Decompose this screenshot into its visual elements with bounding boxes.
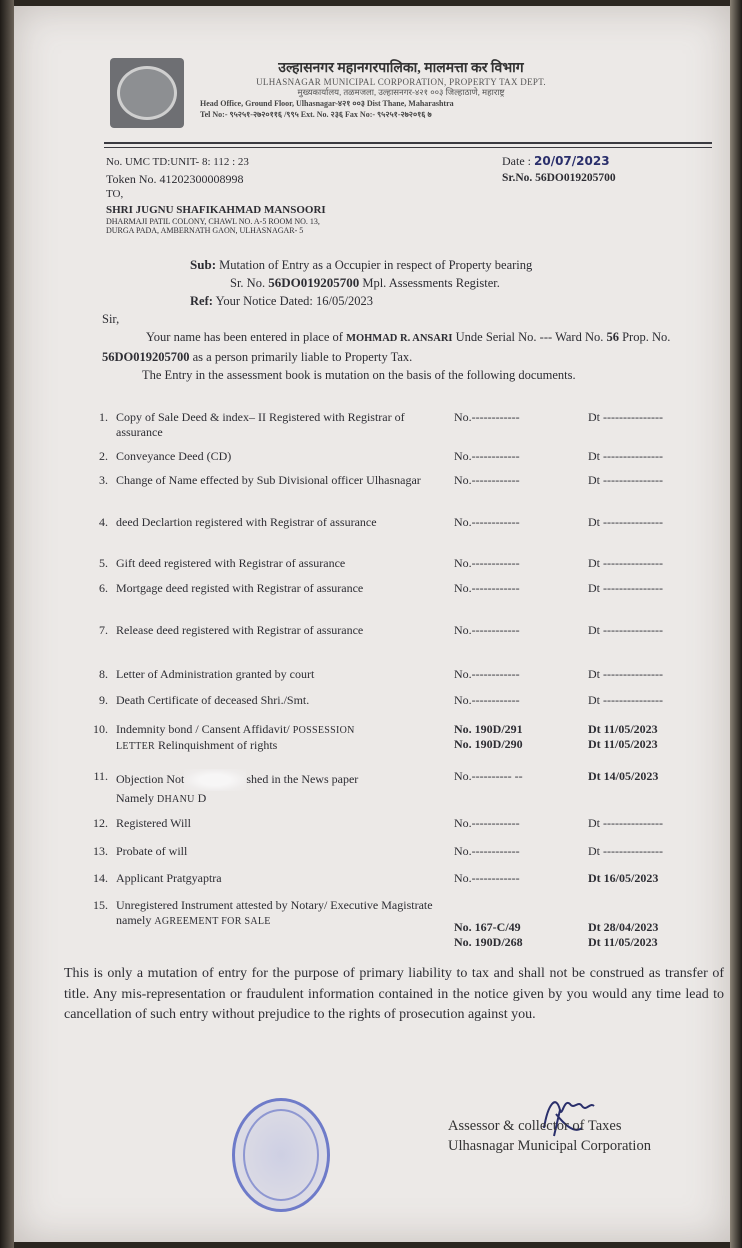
signatory-title: Assessor & collector of Taxes <box>448 1118 622 1134</box>
property-number: 56DO019205700 <box>102 350 190 364</box>
row-no: No.------------ <box>454 871 520 885</box>
row-description-b: Relinquishment of rights <box>158 738 278 752</box>
row-no: No.------------ <box>454 667 520 681</box>
row-number: 9. <box>99 693 108 707</box>
previous-owner: MOHMAD R. ANSARI <box>346 333 453 344</box>
row-date: Dt 16/05/2023 <box>588 871 659 885</box>
logo-emblem-icon <box>117 66 177 120</box>
para1-text-b: Unde Serial No. --- <box>455 330 553 344</box>
row-number: 2. <box>99 449 108 463</box>
row-no-2: No. 190D/268 <box>454 935 523 949</box>
row-number: 10. <box>93 722 108 736</box>
row-number: 11. <box>93 769 108 783</box>
row-date-1: Dt 28/04/2023 <box>588 920 659 934</box>
row-date: Dt --------------- <box>588 449 663 463</box>
row-no: No.------------ <box>454 473 520 487</box>
row-number: 4. <box>99 515 108 529</box>
row-date: Dt --------------- <box>588 667 663 681</box>
row-description: Death Certificate of deceased Shri./Smt. <box>116 693 310 707</box>
subject-srno-prefix: Sr. No. <box>230 276 266 290</box>
row-no: No.------------ <box>454 693 520 707</box>
row-no: No.------------ <box>454 844 520 858</box>
disclaimer-paragraph: This is only a mutation of entry for the purpose of primary liability to tax and shall not be construed as transfer of title. Any mis-representation or fraudulent information contained in the notice given by you would any time lead to cancellation of such entry without prejudice to the rights of prosecution against you. <box>64 966 724 1022</box>
row-description-a: Indemnity bond / Cansent Affidavit/ <box>116 722 290 736</box>
paragraph-documents-intro: The Entry in the assessment book is mutation on the basis of the following documents. <box>142 368 576 382</box>
address-line-2: DURGA PADA, AMBERNATH GAON, ULHASNAGAR- 5 <box>106 226 304 235</box>
row-date: Dt --------------- <box>588 515 663 529</box>
row-date-2: Dt 11/05/2023 <box>588 737 658 751</box>
subject-srno: 56DO019205700 <box>268 275 360 290</box>
row-date: Dt --------------- <box>588 816 663 830</box>
row-description: Applicant Pratgyaptra <box>116 871 222 885</box>
para1-text-a: Your name has been entered in place of <box>146 330 343 344</box>
row-no: No.------------ <box>454 816 520 830</box>
official-seal-stamp <box>232 1098 330 1212</box>
row-description: Gift deed registered with Registrar of assurance <box>116 556 346 570</box>
row-description: deed Declartion registered with Registrar of assurance <box>116 515 377 529</box>
row-description-b: shed in the News paper <box>246 771 359 786</box>
paragraph-entry <box>102 328 682 366</box>
row-no-2: No. 190D/290 <box>454 737 523 751</box>
row-number: 6. <box>99 581 108 595</box>
address-line-1: DHARMAJI PATIL COLONY, CHAWL NO. A-5 ROOM NO. 13, <box>106 217 320 226</box>
row-date: Dt 14/05/2023 <box>588 769 659 783</box>
ward-number: 56 <box>606 330 619 344</box>
row-description-smallcaps-2: LETTER <box>116 741 156 752</box>
row-description-instrument: AGREEMENT FOR SALE <box>154 916 271 927</box>
row-date: Dt --------------- <box>588 693 663 707</box>
letterhead-title-hindi: उल्हासनगर महानगरपालिका, मालमत्ता कर विभाग <box>278 61 524 76</box>
recipient-name: SHRI JUGNU SHAFIKAHMAD MANSOORI <box>106 204 326 216</box>
ref-text: Your Notice Dated: 16/05/2023 <box>215 294 373 308</box>
row-number: 14. <box>93 871 108 885</box>
row-no-1: No. 190D/291 <box>454 722 523 736</box>
letter-paper <box>14 6 730 1242</box>
row-description: Release deed registered with Registrar of assurance <box>116 623 364 637</box>
row-no <box>454 920 574 950</box>
row-number: 15. <box>93 898 108 912</box>
subject <box>190 256 660 292</box>
row-number: 7. <box>99 623 108 637</box>
blurred-region <box>184 769 246 791</box>
letterhead-title-english: ULHASNAGAR MUNICIPAL CORPORATION, PROPERTY TAX DEPT. <box>256 77 546 87</box>
row-description-d: D <box>197 791 207 805</box>
serial-number: Sr.No. 56DO019205700 <box>502 172 616 184</box>
row-date: Dt --------------- <box>588 410 663 424</box>
row-no: No.------------ <box>454 556 520 570</box>
row-date: Dt --------------- <box>588 556 663 570</box>
row-date <box>588 722 718 752</box>
row-date: Dt --------------- <box>588 581 663 595</box>
ref-label: Ref: <box>190 294 213 308</box>
row-no: No.------------ <box>454 449 520 463</box>
letterhead <box>196 58 606 120</box>
signatory-organization: Ulhasnagar Municipal Corporation <box>448 1138 651 1154</box>
row-no: No.------------ <box>454 623 520 637</box>
row-no: No.------------ <box>454 515 520 529</box>
row-description-smallcaps-1: POSSESSION <box>292 725 355 736</box>
signatory-block <box>448 1116 651 1156</box>
letterhead-address-english: Head Office, Ground Floor, Ulhasnagar-४२१ ००३ Dist Thane, Maharashtra <box>200 99 454 108</box>
row-no-1: No. 167-C/49 <box>454 920 521 934</box>
row-description-a: Unregistered Instrument attested by Notary/ Executive Magistrate namely <box>116 898 433 927</box>
row-date <box>588 920 718 950</box>
row-date: Dt --------------- <box>588 623 663 637</box>
subject-srno-suffix: Mpl. Assessments Register. <box>362 276 500 290</box>
para1-text-e: as a person primarily liable to Property Tax. <box>192 350 413 364</box>
row-description <box>116 722 434 754</box>
row-description <box>116 769 434 807</box>
row-number: 5. <box>99 556 108 570</box>
row-number: 8. <box>99 667 108 681</box>
corporation-logo <box>110 58 184 128</box>
row-number: 3. <box>99 473 108 487</box>
photo-edge-right <box>730 0 742 1248</box>
token-number: Token No. 41202300008998 <box>106 172 244 186</box>
row-description <box>116 898 434 929</box>
row-description-c: Namely <box>116 791 154 805</box>
stamp-ring <box>243 1109 319 1201</box>
recipient-address <box>106 217 486 235</box>
row-date-1: Dt 11/05/2023 <box>588 722 658 736</box>
reference-number: No. UMC TD:UNIT- 8: 112 : 23 <box>106 156 249 168</box>
para1-text-d: Prop. No. <box>622 330 671 344</box>
row-date: Dt --------------- <box>588 473 663 487</box>
row-description: Registered Will <box>116 816 191 830</box>
row-date-2: Dt 11/05/2023 <box>588 935 658 949</box>
photo-edge-left <box>0 0 14 1248</box>
reference <box>190 294 373 309</box>
letter-date <box>502 154 610 169</box>
letterhead-phone: Tel No:- ९५२५१-२७२०११६ /९९५ Ext. No. २३६ Fax No:- ९५२५१-२७२०१६ ७ <box>200 110 432 119</box>
header-rule-thin <box>104 147 712 148</box>
row-no: No.------------ <box>454 410 520 424</box>
header-rule <box>104 142 712 144</box>
subject-text: Mutation of Entry as a Occupier in respect of Property bearing <box>219 258 533 272</box>
row-description: Probate of will <box>116 844 188 858</box>
row-number: 12. <box>93 816 108 830</box>
row-no: No.------------ <box>454 581 520 595</box>
row-no: No.---------- -- <box>454 769 523 783</box>
row-description: Copy of Sale Deed & index– II Registered with Registrar of assurance <box>116 410 405 439</box>
salutation: Sir, <box>102 312 120 326</box>
date-label: Date : <box>502 154 531 168</box>
row-description: Letter of Administration granted by court <box>116 667 315 681</box>
row-date: Dt --------------- <box>588 844 663 858</box>
row-description-newspaper: DHANU <box>157 794 195 805</box>
row-description: Mortgage deed registed with Registrar of assurance <box>116 581 364 595</box>
date-value: 20/07/2023 <box>534 154 610 168</box>
row-no <box>454 722 574 752</box>
letterhead-address-hindi: मुख्यकार्यालय, तळमजला, उल्हासनगर-४२१ ००३ जिल्हाठाणे, महाराष्ट्र <box>297 87 505 97</box>
subject-label: Sub: <box>190 257 217 272</box>
row-description: Change of Name effected by Sub Divisional officer Ulhasnagar <box>116 473 421 487</box>
row-number: 1. <box>99 410 108 424</box>
para1-text-c: Ward No. <box>555 330 604 344</box>
to-label: TO, <box>106 188 124 200</box>
row-description: Conveyance Deed (CD) <box>116 449 232 463</box>
row-number: 13. <box>93 844 108 858</box>
row-description-a: Objection Not <box>116 771 185 786</box>
